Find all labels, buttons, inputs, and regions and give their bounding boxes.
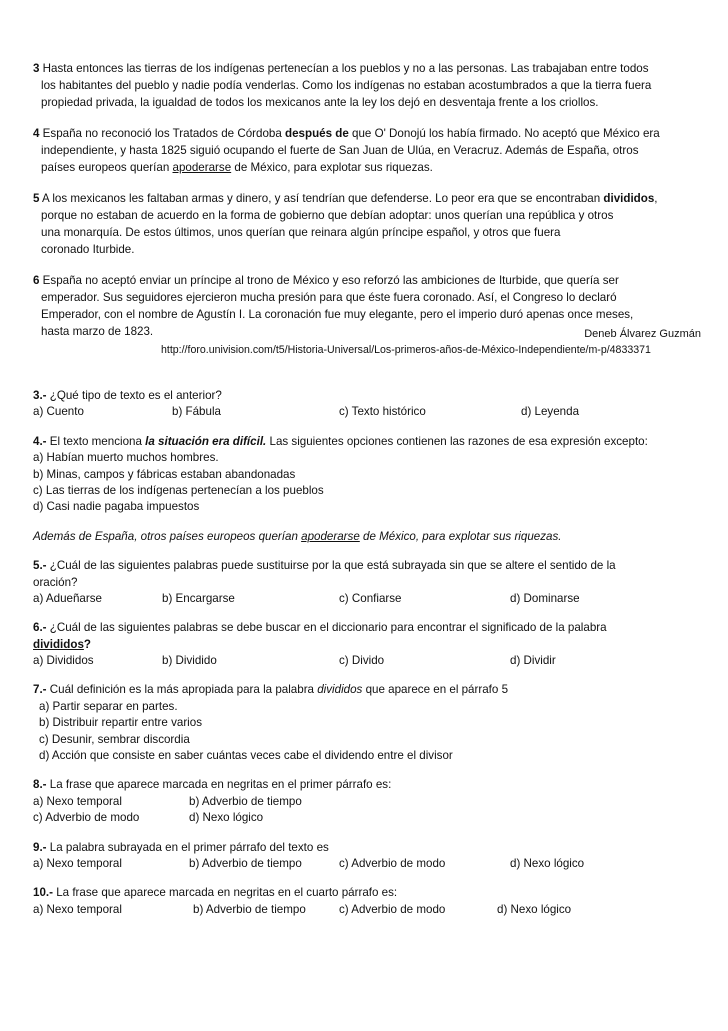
paragraph-line: independiente, y hasta 1825 siguió ocupando el fuerte de San Juan de Ulúa, en Veracruz. Además de España, otros xyxy=(41,144,639,157)
question-text: ¿Cuál de las siguientes palabras se debe buscar en el diccionario para encontrar el significado de la palabra xyxy=(46,621,607,635)
question-number: 4.- xyxy=(33,434,47,448)
option-d: d) Nexo lógico xyxy=(510,856,585,870)
option-c: c) Texto histórico xyxy=(339,405,426,419)
option-b: b) Adverbio de tiempo xyxy=(189,794,302,808)
question-text: La palabra subrayada en el primer párrafo del texto es xyxy=(46,840,329,854)
paragraph-6: 6 España no aceptó enviar un príncipe al trono de México y eso reforzó las ambiciones de Iturbide, que quería ser emperador. Sus seguidores ejercieron mucha presión para que éste fuera coronado. Así, el Congreso lo declaró Emperador, con el nombre de Agustín I. La coronación fue muy elegante, pero el imperio duró apenas once meses, hasta marzo de 1823. xyxy=(33,272,701,340)
paragraph-line: una monarquía. De estos últimos, unos querían que reinara algún príncipe español, y otros que fuera xyxy=(41,226,561,239)
option-a: a) Nexo temporal xyxy=(33,902,122,916)
question-text: La frase que aparece marcada en negritas en el cuarto párrafo es: xyxy=(52,886,398,900)
question-7: 7.- Cuál definición es la más apropiada para la palabra divididos que aparece en el párrafo 5 a) Partir separar en partes. b) Distribuir repartir entre varios c) Desunir, sembrar discordia d) Acción que consiste en saber cuántas veces cabe el dividendo entre el divisor xyxy=(33,682,701,764)
option-d: d) Dividir xyxy=(510,654,556,668)
question-number: 6.- xyxy=(33,621,47,635)
question-number: 8.- xyxy=(33,778,47,792)
option-b: b) Minas, campos y fábricas estaban abandonadas xyxy=(33,467,296,481)
question-9 xyxy=(33,840,701,873)
paragraph-line: los habitantes del pueblo y nadie podía venderlas. Como los indígenas no estaban acostumbrados a que la tierra fuera xyxy=(41,79,652,92)
paragraph-5: 5 A los mexicanos les faltaban armas y dinero, y así tendrían que defenderse. Lo peor era que se encontraban divididos, porque no estaban de acuerdo en la forma de gobierno que debían adoptar: unos querían una república y otros una monarquía. De estos últimos, unos querían que reinara algún príncipe español, y otros que fuera coronado Iturbide. xyxy=(33,190,701,258)
worksheet-page xyxy=(33,60,701,931)
question-text: oración? xyxy=(33,575,78,589)
option-c: c) Adverbio de modo xyxy=(33,811,140,825)
option-a: a) Adueñarse xyxy=(33,591,102,605)
options-row xyxy=(33,794,701,810)
question-4: 4.- El texto menciona la situación era difícil. Las siguientes opciones contienen las razones de esa expresión excepto: a) Habían muerto muchos hombres. b) Minas, campos y fábricas estaban abandonadas c) Las tierras de los indígenas pertenecían a los pueblos d) Casi nadie pagaba impuestos xyxy=(33,434,701,516)
paragraph-line: Emperador, con el nombre de Agustín I. La coronación fue muy elegante, pero el imperio duró apenas once meses, xyxy=(41,308,634,321)
italic-word: divididos xyxy=(317,683,363,697)
question-text: ¿Qué tipo de texto es el anterior? xyxy=(46,389,222,402)
paragraph-line: hasta marzo de 1823. xyxy=(41,325,154,338)
paragraph-4: 4 España no reconoció los Tratados de Córdoba después de que O' Donojú los había firmado. No aceptó que México era independiente, y hasta 1825 siguió ocupando el fuerte de San Juan de Ulúa, en Veracruz. Además de España, otros países europeos querían apoderarse de México, para explotar sus riquezas. xyxy=(33,125,701,176)
option-a: a) Partir separar en partes. xyxy=(39,699,178,713)
option-c: c) Desunir, sembrar discordia xyxy=(39,732,190,746)
paragraph-line: Hasta entonces las tierras de los indígenas pertenecían a los pueblos y no a las personas. Las trabajaban entre todos xyxy=(39,62,649,75)
question-number: 10.- xyxy=(33,886,53,900)
question-number: 9.- xyxy=(33,840,47,854)
question-number: 5.- xyxy=(33,559,47,573)
option-b: b) Adverbio de tiempo xyxy=(189,856,302,870)
option-c: c) Adverbio de modo xyxy=(339,856,446,870)
option-c: c) Divido xyxy=(339,654,385,668)
options-row xyxy=(33,902,701,918)
bold-word: divididos xyxy=(603,192,655,205)
option-d: d) Dominarse xyxy=(510,591,580,605)
options-row xyxy=(33,810,701,826)
author-credit: Deneb Álvarez Guzmán xyxy=(584,328,701,340)
paragraph-number: 6 xyxy=(33,274,40,287)
paragraph-line: porque no estaban de acuerdo en la forma de gobierno que debían adoptar: unos querían una república y otros xyxy=(41,209,614,222)
underlined-word: apoderarse xyxy=(172,161,232,174)
underlined-bold-word: divididos xyxy=(33,637,84,651)
option-d: d) Nexo lógico xyxy=(497,902,572,916)
option-a: a) Cuento xyxy=(33,405,84,419)
paragraph-number: 3 xyxy=(33,62,40,75)
paragraph-line: emperador. Sus seguidores ejercieron mucha presión para que éste fuera coronado. Así, el Congreso lo declaró xyxy=(41,291,617,304)
option-d: d) Leyenda xyxy=(521,405,580,419)
option-b: b) Encargarse xyxy=(162,591,235,605)
option-c: c) Confiarse xyxy=(339,591,402,605)
option-c: c) Adverbio de modo xyxy=(339,902,446,916)
paragraph-number: 5 xyxy=(33,192,40,205)
option-b: b) Fábula xyxy=(172,405,221,419)
question-number: 3.- xyxy=(33,389,47,402)
options-row xyxy=(33,404,701,420)
option-a: a) Nexo temporal xyxy=(33,794,122,808)
option-a: a) Divididos xyxy=(33,654,94,668)
question-10 xyxy=(33,885,701,918)
option-b: b) Distribuir repartir entre varios xyxy=(39,716,203,730)
paragraph-line: propiedad privada, la igualdad de todos los mexicanos ante la ley los dejó en desventaja frente a los criollos. xyxy=(41,96,599,109)
bold-phrase: después de xyxy=(285,127,349,140)
option-d: d) Nexo lógico xyxy=(189,811,264,825)
question-6: 6.- ¿Cuál de las siguientes palabras se debe buscar en el diccionario para encontrar el significado de la palabra divididos? a) Divididos b) Dividido c) Divido d) Dividir xyxy=(33,620,701,669)
paragraph-line: coronado Iturbide. xyxy=(41,243,135,256)
question-8 xyxy=(33,777,701,826)
option-d: d) Casi nadie pagaba impuestos xyxy=(33,500,200,514)
question-number: 7.- xyxy=(33,683,47,697)
source-url: http://foro.univision.com/t5/Historia-Universal/Los-primeros-años-de-México-Independiente/m-p/4833371 xyxy=(161,344,651,356)
option-b: b) Adverbio de tiempo xyxy=(193,902,306,916)
underlined-word: apoderarse xyxy=(301,529,360,543)
option-a: a) Nexo temporal xyxy=(33,856,122,870)
options-row xyxy=(33,856,701,872)
option-a: a) Habían muerto muchos hombres. xyxy=(33,451,219,465)
option-d: d) Acción que consiste en saber cuántas veces cabe el dividendo entre el divisor xyxy=(39,749,453,763)
question-text: La frase que aparece marcada en negritas en el primer párrafo es: xyxy=(46,778,392,792)
bold-italic-phrase: la situación era difícil. xyxy=(145,434,267,448)
paragraph-number: 4 xyxy=(33,127,40,140)
question-text: ¿Cuál de las siguientes palabras puede sustituirse por la que está subrayada sin que se altere el sentido de la xyxy=(46,559,616,573)
options-row xyxy=(33,591,701,607)
paragraph-3 xyxy=(33,60,701,111)
option-b: b) Dividido xyxy=(162,654,217,668)
options-row xyxy=(33,653,701,669)
quoted-sentence: Además de España, otros países europeos querían apoderarse de México, para explotar sus riquezas. xyxy=(33,529,562,543)
question-3 xyxy=(33,388,701,421)
option-c: c) Las tierras de los indígenas pertenecían a los pueblos xyxy=(33,483,324,497)
question-5 xyxy=(33,558,701,607)
